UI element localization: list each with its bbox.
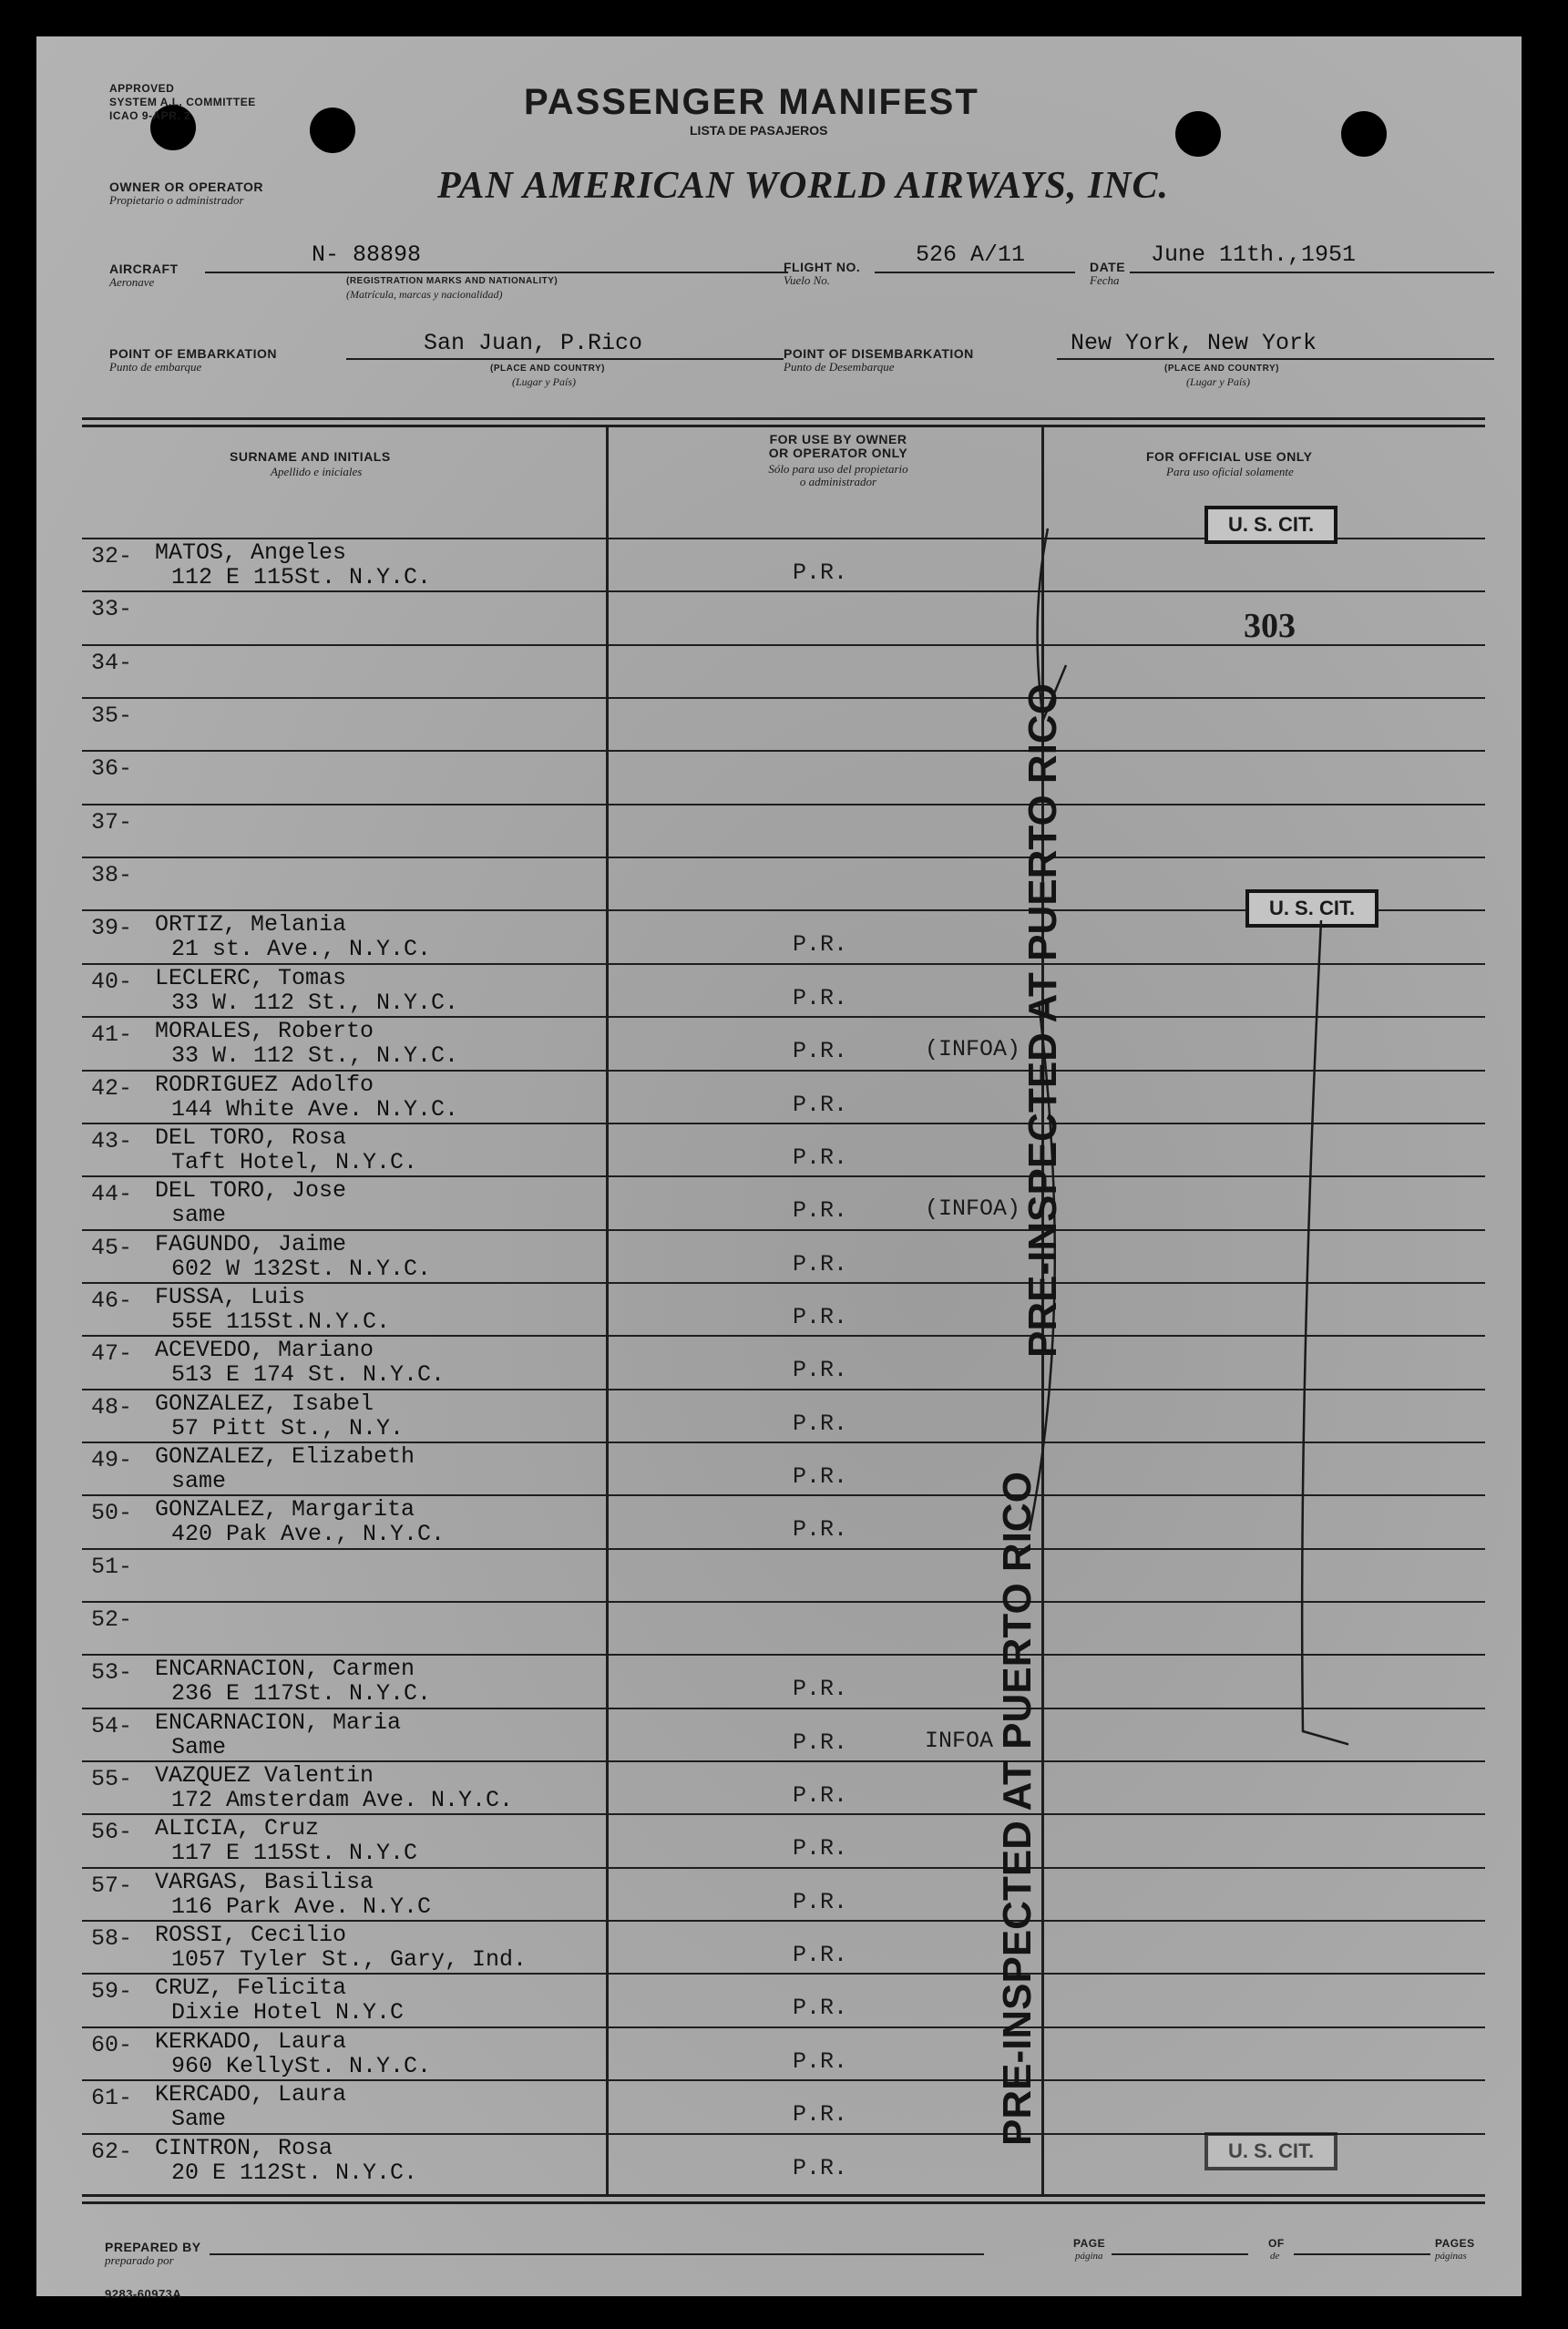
passenger-name: MATOS, Angeles bbox=[155, 539, 347, 566]
operator-note: (INFOA) bbox=[925, 1036, 1021, 1062]
operator-mark: P.R. bbox=[793, 1251, 848, 1277]
row-number: 61- bbox=[91, 2085, 133, 2111]
operator-note: (INFOA) bbox=[925, 1195, 1021, 1222]
passenger-address: 21 st. Ave., N.Y.C. bbox=[171, 936, 432, 962]
operator-note: INFOA bbox=[925, 1728, 994, 1754]
of-line bbox=[1294, 2253, 1430, 2255]
operator-mark: P.R. bbox=[793, 931, 848, 958]
row-number: 45- bbox=[91, 1235, 133, 1261]
passenger-name: DEL TORO, Jose bbox=[155, 1177, 347, 1204]
operator-mark: P.R. bbox=[793, 1092, 848, 1118]
row-number: 48- bbox=[91, 1394, 133, 1421]
place-note-es: (Lugar y País) bbox=[1186, 375, 1250, 388]
col-header-official: FOR OFFICIAL USE ONLY bbox=[1146, 449, 1313, 464]
operator-mark: P.R. bbox=[793, 1729, 848, 1756]
us-cit-stamp: U. S. CIT. bbox=[1245, 889, 1378, 928]
operator-mark: P.R. bbox=[793, 2048, 848, 2075]
official-number: 303 bbox=[1244, 607, 1296, 645]
owner-label: OWNER OR OPERATOR bbox=[109, 180, 263, 194]
operator-mark: P.R. bbox=[793, 1411, 848, 1437]
date-label-es: Fecha bbox=[1090, 273, 1120, 287]
passenger-address: 236 E 117St. N.Y.C. bbox=[171, 1680, 432, 1707]
aircraft-label: AIRCRAFT bbox=[109, 262, 179, 276]
embark-value: San Juan, P.Rico bbox=[424, 330, 643, 356]
row-number: 59- bbox=[91, 1978, 133, 2005]
passenger-name: VAZQUEZ Valentin bbox=[155, 1762, 374, 1789]
of-label-es: de bbox=[1270, 2251, 1280, 2262]
pages-label-es: páginas bbox=[1435, 2251, 1467, 2262]
row-number: 52- bbox=[91, 1606, 133, 1633]
passenger-name: MORALES, Roberto bbox=[155, 1018, 374, 1044]
operator-mark: P.R. bbox=[793, 1889, 848, 1915]
us-cit-stamp: U. S. CIT. bbox=[1204, 2132, 1337, 2170]
passenger-address: 513 E 174 St. N.Y.C. bbox=[171, 1361, 446, 1388]
date-label: DATE bbox=[1090, 260, 1126, 274]
passenger-address: Same bbox=[171, 1734, 227, 1760]
registration-note-es: (Matrícula, marcas y nacionalidad) bbox=[346, 288, 503, 301]
row-number: 35- bbox=[91, 703, 133, 729]
passenger-name: KERKADO, Laura bbox=[155, 2028, 347, 2055]
passenger-name: ACEVEDO, Mariano bbox=[155, 1337, 374, 1363]
place-note-es: (Lugar y País) bbox=[512, 375, 576, 388]
row-number: 44- bbox=[91, 1181, 133, 1207]
col-header-owner-es-line: Sólo para uso del propietario bbox=[768, 462, 908, 476]
page-label-es: página bbox=[1075, 2251, 1103, 2262]
pages-label: PAGES bbox=[1435, 2237, 1475, 2250]
passenger-name: ENCARNACION, Carmen bbox=[155, 1656, 415, 1682]
row-number: 54- bbox=[91, 1713, 133, 1739]
row-number: 46- bbox=[91, 1288, 133, 1314]
row-number: 53- bbox=[91, 1659, 133, 1686]
registration-note: (REGISTRATION MARKS AND NATIONALITY) bbox=[346, 276, 559, 286]
passenger-address: 144 White Ave. N.Y.C. bbox=[171, 1096, 459, 1123]
row-number: 34- bbox=[91, 650, 133, 676]
passenger-name: VARGAS, Basilisa bbox=[155, 1869, 374, 1895]
row-number: 39- bbox=[91, 915, 133, 941]
passenger-address: same bbox=[171, 1468, 227, 1494]
col-header-owner-es-line: o administrador bbox=[799, 475, 877, 488]
form-title: PASSENGER MANIFEST bbox=[524, 82, 979, 122]
col-header-owner-es bbox=[720, 463, 957, 488]
row-number: 50- bbox=[91, 1500, 133, 1526]
passenger-address: 20 E 112St. N.Y.C. bbox=[171, 2160, 418, 2186]
flight-underline bbox=[875, 272, 1075, 273]
row-number: 36- bbox=[91, 755, 133, 782]
passenger-address: 33 W. 112 St., N.Y.C. bbox=[171, 990, 459, 1016]
row-number: 43- bbox=[91, 1128, 133, 1154]
passenger-name: KERCADO, Laura bbox=[155, 2081, 347, 2108]
col-header-surname: SURNAME AND INITIALS bbox=[230, 449, 391, 464]
passenger-address: 116 Park Ave. N.Y.C bbox=[171, 1893, 432, 1920]
page-label: PAGE bbox=[1073, 2237, 1106, 2250]
table-top-rule bbox=[82, 425, 1485, 427]
pre-inspected-stamp: PRE-INSPECTED AT PUERTO RICO bbox=[1020, 683, 1065, 1358]
passenger-name: DEL TORO, Rosa bbox=[155, 1124, 347, 1151]
operator-mark: P.R. bbox=[793, 1038, 848, 1064]
approval-line: APPROVED bbox=[109, 82, 175, 95]
passenger-address: 33 W. 112 St., N.Y.C. bbox=[171, 1042, 459, 1069]
embark-underline bbox=[346, 358, 784, 360]
row-number: 41- bbox=[91, 1021, 133, 1048]
passenger-name: ALICIA, Cruz bbox=[155, 1815, 320, 1842]
passenger-address: 117 E 115St. N.Y.C bbox=[171, 1840, 418, 1866]
aircraft-underline bbox=[205, 272, 788, 273]
form-subtitle: LISTA DE PASAJEROS bbox=[690, 123, 828, 138]
prepared-by-label: PREPARED BY bbox=[105, 2240, 201, 2254]
owner-label-es: Propietario o administrador bbox=[109, 193, 244, 207]
form-number: 9283-60973A bbox=[105, 2287, 182, 2301]
operator-mark: P.R. bbox=[793, 1357, 848, 1383]
ditto-stroke bbox=[1302, 920, 1348, 1749]
passenger-name: CINTRON, Rosa bbox=[155, 2135, 333, 2161]
passenger-address: 602 W 132St. N.Y.C. bbox=[171, 1256, 432, 1282]
row-number: 38- bbox=[91, 862, 133, 888]
row-number: 42- bbox=[91, 1075, 133, 1102]
embark-label-es: Punto de embarque bbox=[109, 360, 202, 374]
passenger-name: ROSSI, Cecilio bbox=[155, 1922, 347, 1948]
table-top-rule bbox=[82, 417, 1485, 420]
operator-mark: P.R. bbox=[793, 2101, 848, 2128]
operator-mark: P.R. bbox=[793, 1676, 848, 1702]
passenger-address: 57 Pitt St., N.Y. bbox=[171, 1415, 405, 1442]
prepared-by-label-es: preparado por bbox=[105, 2253, 174, 2267]
pre-inspected-stamp: PRE-INSPECTED AT PUERTO RICO bbox=[995, 1472, 1040, 2146]
row-number: 55- bbox=[91, 1766, 133, 1792]
row-number: 51- bbox=[91, 1554, 133, 1580]
operator-mark: P.R. bbox=[793, 1995, 848, 2021]
passenger-address: same bbox=[171, 1202, 227, 1228]
embark-label: POINT OF EMBARKATION bbox=[109, 346, 277, 361]
passenger-name: RODRIGUEZ Adolfo bbox=[155, 1072, 374, 1098]
passenger-name: GONZALEZ, Elizabeth bbox=[155, 1443, 415, 1470]
row-number: 58- bbox=[91, 1925, 133, 1952]
date-value: June 11th.,1951 bbox=[1151, 241, 1357, 268]
row-number: 33- bbox=[91, 596, 133, 622]
punch-hole bbox=[1341, 111, 1387, 157]
passenger-name: LECLERC, Tomas bbox=[155, 965, 347, 991]
aircraft-value: N- 88898 bbox=[312, 241, 422, 268]
table-bottom-rule bbox=[82, 2201, 1485, 2204]
passenger-name: ORTIZ, Melania bbox=[155, 911, 347, 938]
operator-mark: P.R. bbox=[793, 985, 848, 1011]
date-underline bbox=[1130, 272, 1494, 273]
disembark-label: POINT OF DISEMBARKATION bbox=[784, 346, 974, 361]
approval-line: SYSTEM A.L. COMMITTEE bbox=[109, 96, 256, 108]
passenger-name: FAGUNDO, Jaime bbox=[155, 1231, 347, 1257]
operator-mark: P.R. bbox=[793, 1144, 848, 1171]
place-note: (PLACE AND COUNTRY) bbox=[1164, 364, 1279, 374]
manifest-sheet bbox=[36, 36, 1522, 2301]
column-divider bbox=[606, 426, 609, 2194]
flight-value: 526 A/11 bbox=[916, 241, 1026, 268]
row-number: 49- bbox=[91, 1447, 133, 1473]
passenger-address: Same bbox=[171, 2106, 227, 2132]
operator-name: PAN AMERICAN WORLD AIRWAYS, INC. bbox=[437, 165, 1170, 207]
row-number: 56- bbox=[91, 1819, 133, 1845]
operator-mark: P.R. bbox=[793, 1304, 848, 1330]
disembark-value: New York, New York bbox=[1071, 330, 1317, 356]
operator-mark: P.R. bbox=[793, 1197, 848, 1224]
col-header-owner-line: FOR USE BY OWNER bbox=[769, 432, 907, 446]
approval-line: ICAO 9-APR. 2 bbox=[109, 109, 191, 122]
of-label: OF bbox=[1268, 2237, 1285, 2250]
col-header-owner-line: OR OPERATOR ONLY bbox=[768, 446, 908, 460]
passenger-address: Dixie Hotel N.Y.C bbox=[171, 1999, 405, 2026]
row-number: 37- bbox=[91, 809, 133, 836]
col-header-official-es: Para uso oficial solamente bbox=[1166, 465, 1294, 478]
row-number: 62- bbox=[91, 2139, 133, 2165]
passenger-address: Taft Hotel, N.Y.C. bbox=[171, 1149, 418, 1175]
page-line bbox=[1112, 2253, 1248, 2255]
passenger-name: GONZALEZ, Margarita bbox=[155, 1496, 415, 1523]
operator-mark: P.R. bbox=[793, 1516, 848, 1543]
row-number: 60- bbox=[91, 2032, 133, 2058]
passenger-address: 112 E 115St. N.Y.C. bbox=[171, 564, 432, 590]
passenger-address: 420 Pak Ave., N.Y.C. bbox=[171, 1521, 446, 1547]
row-number: 32- bbox=[91, 543, 133, 569]
aircraft-label-es: Aeronave bbox=[109, 275, 155, 289]
passenger-address: 55E 115St.N.Y.C. bbox=[171, 1308, 391, 1335]
passenger-address: 1057 Tyler St., Gary, Ind. bbox=[171, 1946, 528, 1973]
table-bottom-rule bbox=[82, 2194, 1485, 2197]
flight-label: FLIGHT NO. bbox=[784, 260, 861, 274]
us-cit-stamp: U. S. CIT. bbox=[1204, 506, 1337, 544]
operator-mark: P.R. bbox=[793, 1782, 848, 1809]
flight-label-es: Vuelo No. bbox=[784, 273, 831, 287]
passenger-name: ENCARNACION, Maria bbox=[155, 1709, 402, 1736]
prepared-by-line bbox=[210, 2253, 984, 2255]
passenger-name: FUSSA, Luis bbox=[155, 1284, 306, 1310]
disembark-underline bbox=[1057, 358, 1494, 360]
disembark-label-es: Punto de Desembarque bbox=[784, 360, 895, 374]
punch-hole bbox=[1175, 111, 1221, 157]
row-number: 57- bbox=[91, 1872, 133, 1899]
approval-block bbox=[109, 82, 256, 123]
operator-mark: P.R. bbox=[793, 1942, 848, 1968]
operator-mark: P.R. bbox=[793, 559, 848, 586]
passenger-address: 960 KellySt. N.Y.C. bbox=[171, 2053, 432, 2079]
col-header-owner bbox=[720, 433, 957, 460]
passenger-address: 172 Amsterdam Ave. N.Y.C. bbox=[171, 1787, 514, 1813]
col-header-surname-es: Apellido e iniciales bbox=[271, 465, 363, 478]
operator-mark: P.R. bbox=[793, 1463, 848, 1490]
row-number: 47- bbox=[91, 1340, 133, 1367]
punch-hole bbox=[310, 108, 355, 153]
passenger-name: CRUZ, Felicita bbox=[155, 1975, 347, 2001]
row-number: 40- bbox=[91, 969, 133, 995]
operator-mark: P.R. bbox=[793, 1835, 848, 1862]
passenger-name: GONZALEZ, Isabel bbox=[155, 1390, 374, 1417]
operator-mark: P.R. bbox=[793, 2155, 848, 2181]
place-note: (PLACE AND COUNTRY) bbox=[490, 364, 605, 374]
